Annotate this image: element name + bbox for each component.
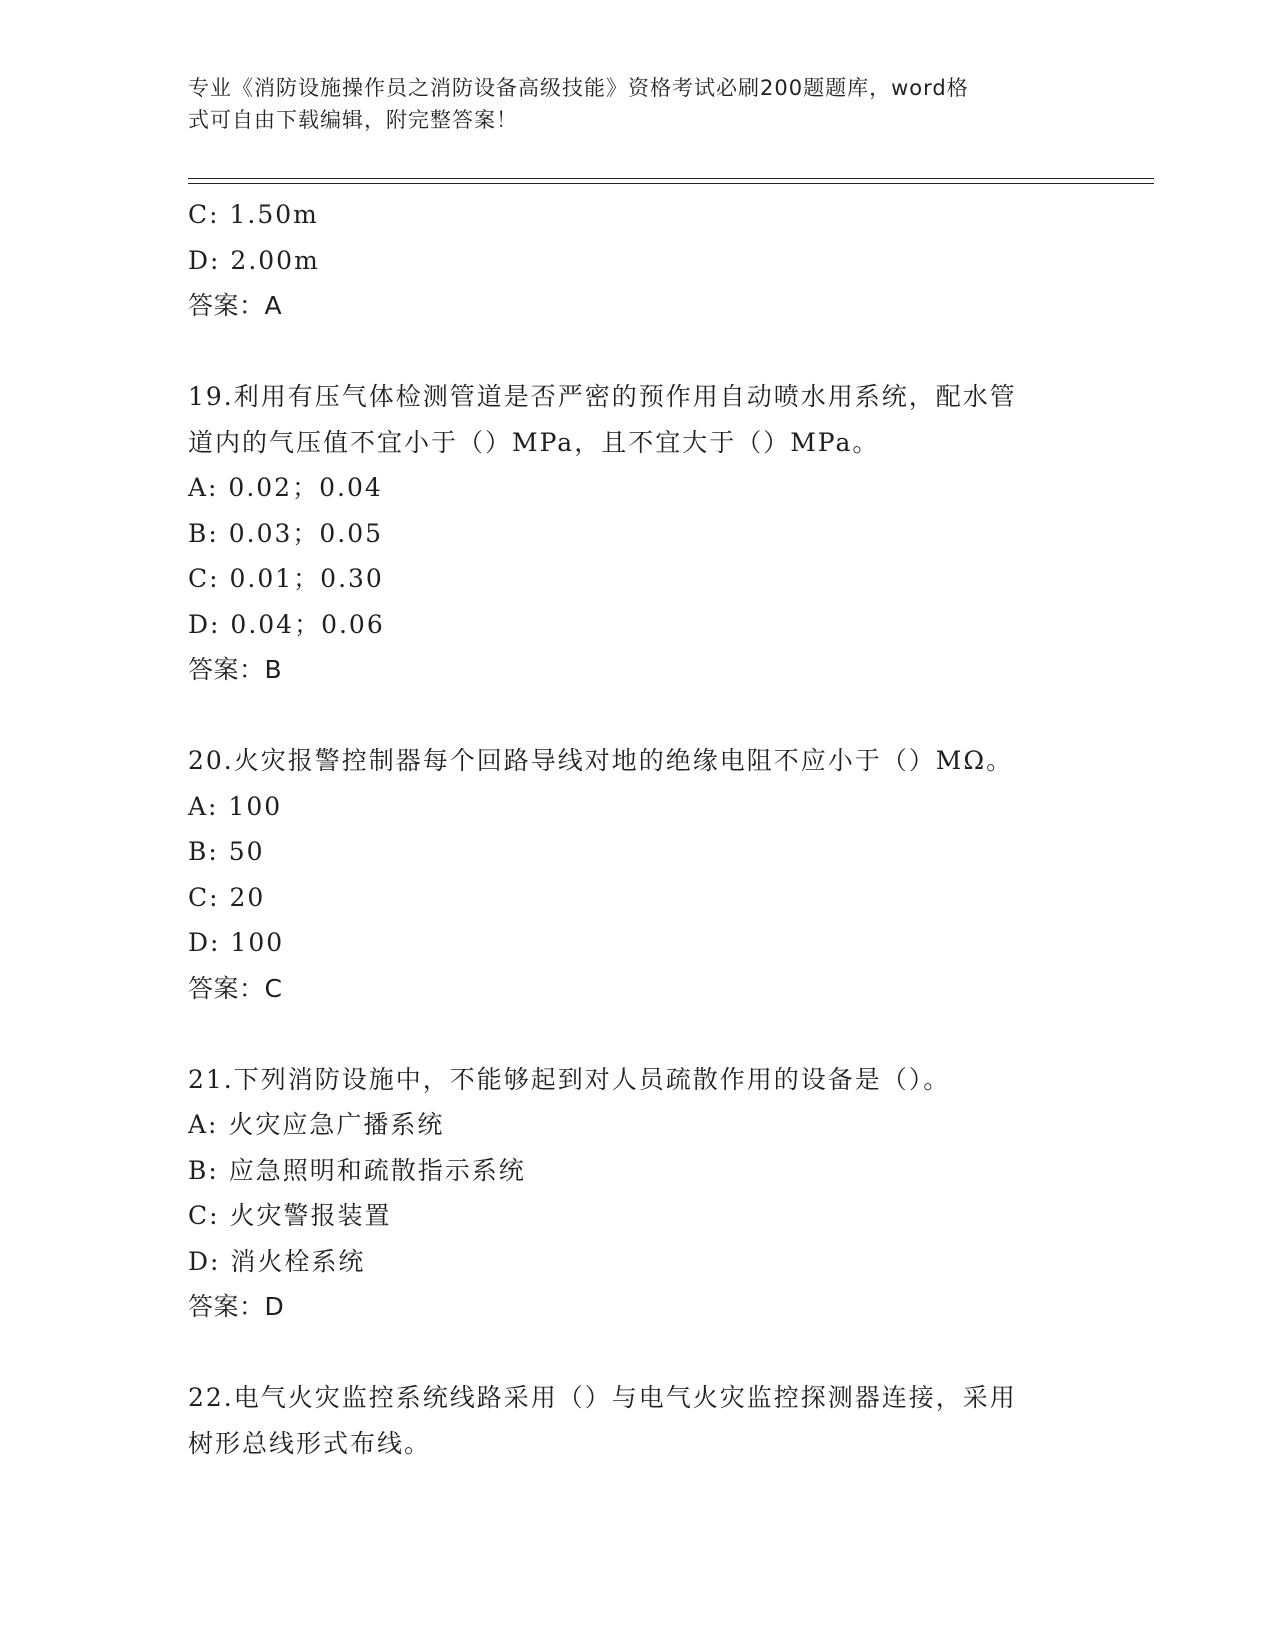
answer-line: 答案：A bbox=[188, 291, 283, 320]
header-rule-top bbox=[188, 178, 1154, 179]
question-text: 19.利用有压气体检测管道是否严密的预作用自动喷水用系统，配水管 bbox=[188, 382, 1017, 411]
spacer bbox=[188, 1330, 1088, 1376]
document-header bbox=[188, 72, 1068, 136]
question-block-18-continued bbox=[188, 192, 1088, 329]
question-block-21 bbox=[188, 1057, 1088, 1330]
option-b: B: 0.03；0.05 bbox=[188, 518, 384, 548]
option-d: D: 0.04；0.06 bbox=[188, 609, 385, 639]
option-a: A: 0.02；0.04 bbox=[188, 473, 383, 502]
question-text: 22.电气火灾监控系统线路采用（）与电气火灾监控探测器连接，采用 bbox=[188, 1383, 1017, 1412]
option-c: C: 0.01；0.30 bbox=[188, 564, 384, 593]
question-list bbox=[188, 192, 1088, 1466]
question-block-19 bbox=[188, 374, 1088, 693]
answer-line: 答案：C bbox=[188, 973, 283, 1003]
question-text: 树形总线形式布线。 bbox=[188, 1428, 432, 1458]
spacer bbox=[188, 1011, 1088, 1057]
option-c: C: 20 bbox=[188, 882, 266, 912]
option-c: C: 1.50m bbox=[188, 200, 319, 229]
question-text: 道内的气压值不宜小于（）MPa，且不宜大于（）MPa。 bbox=[188, 427, 880, 457]
option-a: A: 100 bbox=[188, 791, 283, 821]
question-block-22 bbox=[188, 1375, 1088, 1466]
option-b: B: 50 bbox=[188, 837, 265, 866]
option-d: D: 100 bbox=[188, 928, 285, 957]
spacer bbox=[188, 329, 1088, 375]
spacer bbox=[188, 693, 1088, 739]
option-c: C: 火灾警报装置 bbox=[188, 1201, 392, 1230]
header-rule-bottom bbox=[188, 183, 1154, 184]
question-text: 21.下列消防设施中，不能够起到对人员疏散作用的设备是（）。 bbox=[188, 1064, 951, 1094]
question-text: 20.火灾报警控制器每个回路导线对地的绝缘电阻不应小于（）MΩ。 bbox=[188, 746, 1014, 775]
header-line-1: 专业《消防设施操作员之消防设备高级技能》资格考试必刷200题题库，word格 bbox=[188, 76, 969, 100]
answer-line: 答案：B bbox=[188, 655, 283, 684]
option-b: B: 应急照明和疏散指示系统 bbox=[188, 1155, 526, 1185]
option-d: D: 消火栓系统 bbox=[188, 1246, 366, 1276]
question-block-20 bbox=[188, 738, 1088, 1011]
option-d: D: 2.00m bbox=[188, 245, 320, 275]
header-line-2: 式可自由下载编辑，附完整答案！ bbox=[188, 108, 518, 132]
option-a: A: 火灾应急广播系统 bbox=[188, 1110, 445, 1139]
answer-line: 答案：D bbox=[188, 1292, 285, 1321]
